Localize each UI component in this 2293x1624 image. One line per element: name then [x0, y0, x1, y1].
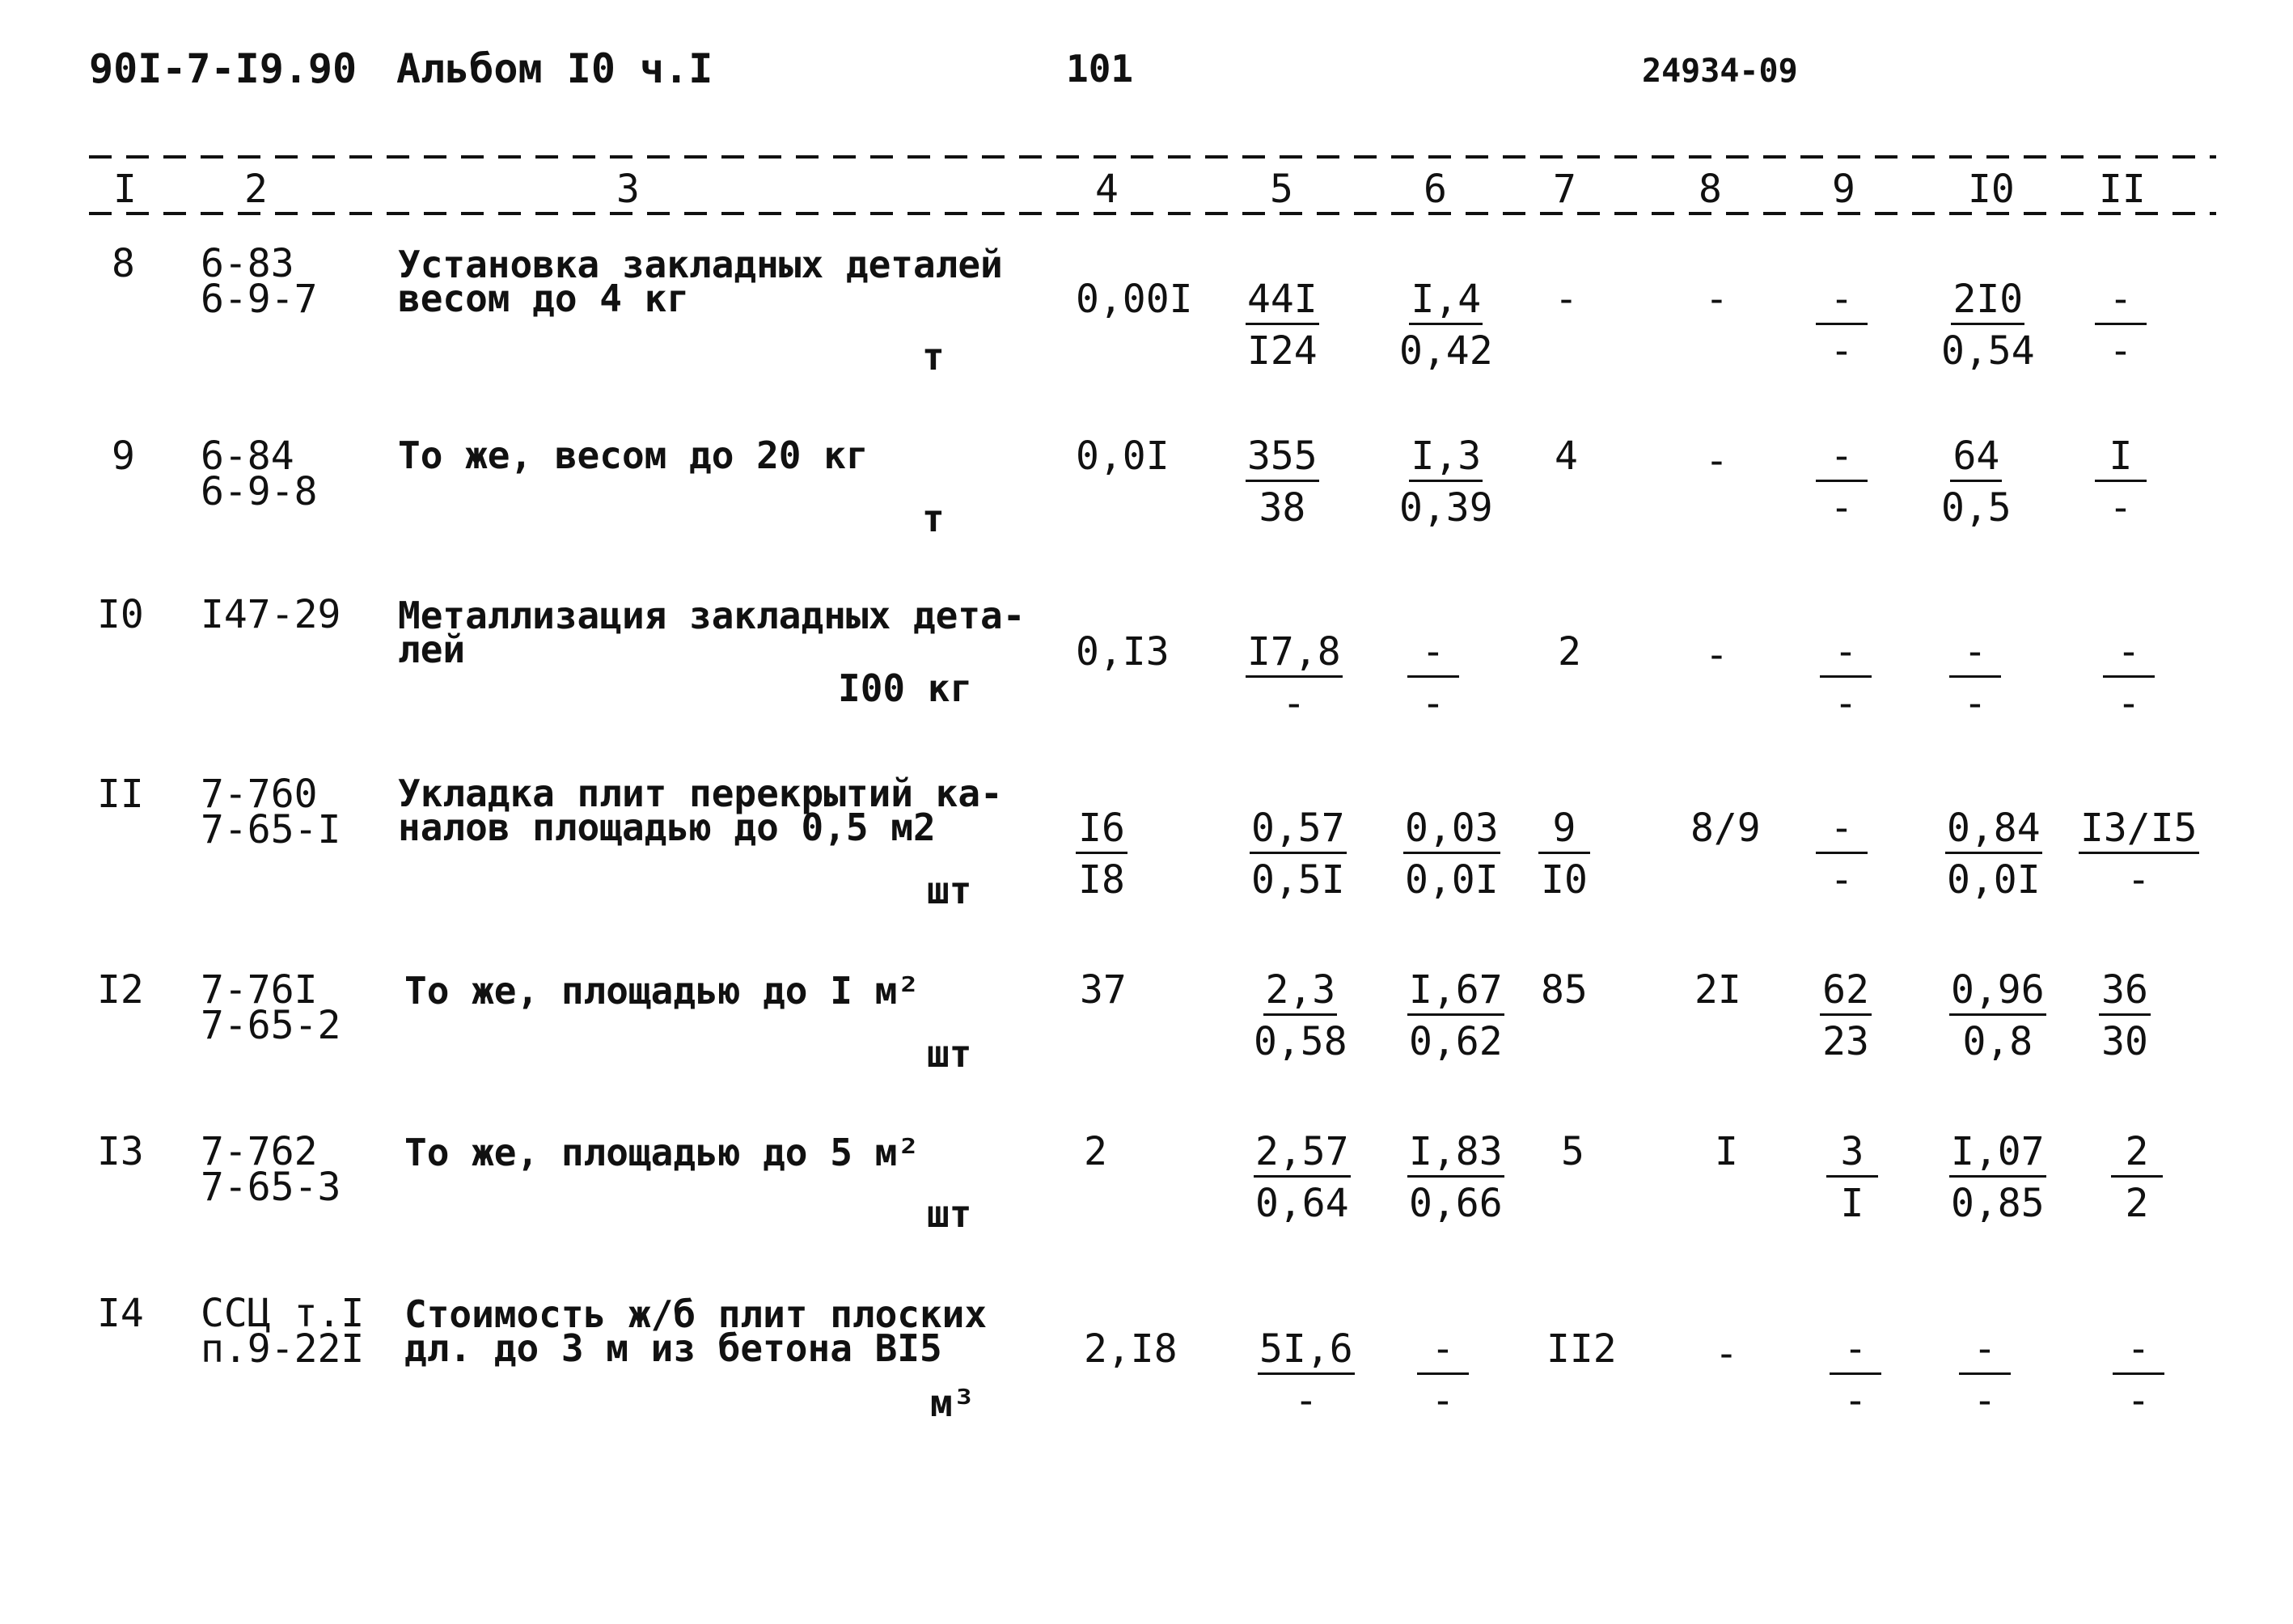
value-col-5-numerator: 2,57: [1254, 1132, 1351, 1178]
value-col-5-numerator: 44I: [1246, 280, 1319, 325]
unit-of-measure: шт: [927, 1192, 972, 1236]
value-col-10-numerator: 0,96: [1949, 971, 2046, 1016]
value-col-10-denominator: 0,54: [1941, 328, 2035, 374]
value-col-7: 2: [1558, 629, 1581, 675]
value-col-7: -: [1555, 277, 1578, 322]
rate-code: ССЦ т.I: [201, 1291, 365, 1336]
value-col-9-denominator: 23: [1822, 1019, 1869, 1064]
unit-of-measure: шт: [927, 1032, 972, 1076]
value-col-6-numerator: I,83: [1407, 1132, 1504, 1178]
value-col-6-denominator: 0,66: [1409, 1181, 1503, 1226]
value-col-8: -: [1705, 632, 1728, 678]
value-col-5-denominator: 0,58: [1254, 1019, 1347, 1064]
value-col-7: [1538, 806, 1590, 903]
row-number: I2: [97, 967, 144, 1013]
row-number: I0: [97, 592, 144, 637]
value-col-6: [1403, 806, 1500, 903]
value-col-10-denominator: 0,8: [1962, 1019, 2033, 1064]
value-col-5-denominator: 0,5I: [1251, 857, 1345, 903]
rate-code: 7-762: [201, 1129, 318, 1174]
value-col-5: [1246, 277, 1319, 374]
value-col-11-denominator: -: [2117, 681, 2141, 726]
value-col-8: -: [1705, 277, 1728, 322]
value-col-9-numerator: -: [1820, 632, 1872, 678]
value-col-6-denominator: -: [1431, 1378, 1455, 1423]
value-col-11-denominator: -: [2126, 857, 2151, 903]
row-number: 8: [112, 241, 135, 286]
value-col-9-denominator: -: [1830, 328, 1854, 374]
header-rule-bottom: [89, 212, 2216, 215]
value-col-7-denominator: I0: [1541, 857, 1588, 903]
value-col-10-denominator: 0,5: [1941, 485, 2012, 531]
unit-of-measure: т: [922, 335, 945, 379]
value-col-10-numerator: -: [1959, 1330, 2011, 1375]
value-col-8: 8/9: [1690, 806, 1761, 851]
column-header-6: 6: [1424, 167, 1447, 212]
value-col-6-numerator: I,67: [1407, 971, 1504, 1016]
rate-code-secondary: п.9-22I: [201, 1326, 365, 1372]
work-description: То же, площадью до I м²: [404, 969, 920, 1013]
value-col-8: 2I: [1694, 967, 1741, 1013]
value-col-5-numerator: 2,3: [1263, 971, 1337, 1016]
value-col-5-numerator: 355: [1246, 437, 1319, 482]
rate-code: 7-76I: [201, 967, 318, 1013]
value-col-11-numerator: 36: [2099, 971, 2151, 1016]
value-col-5-denominator: 38: [1259, 485, 1306, 531]
value-col-9-denominator: -: [1834, 681, 1858, 726]
value-col-6: [1407, 1129, 1504, 1226]
work-description: Укладка плит перекрытий ка- налов площадью до 0,5 м2: [398, 772, 1003, 849]
unit-of-measure: м³: [930, 1381, 975, 1425]
value-col-10-numerator: 2I0: [1951, 280, 2024, 325]
value-col-6-denominator: 0,0I: [1405, 857, 1499, 903]
value-col-5: [1246, 433, 1319, 531]
value-col-6: [1407, 629, 1459, 726]
unit-of-measure: I00 кг: [838, 666, 973, 710]
value-col-8: -: [1705, 438, 1728, 484]
quantity: 37: [1080, 967, 1127, 1013]
value-col-11-denominator: 30: [2101, 1019, 2148, 1064]
value-col-11-numerator: 2: [2111, 1132, 2163, 1178]
value-col-11-numerator: -: [2095, 280, 2147, 325]
value-col-10: [1945, 806, 2042, 903]
value-col-10-denominator: -: [1963, 681, 1987, 726]
value-col-6-numerator: -: [1407, 632, 1459, 678]
value-col-5-numerator: 5I,6: [1258, 1330, 1355, 1375]
value-col-10: [1949, 967, 2046, 1064]
header-rule-top: [89, 155, 2216, 159]
value-col-6-denominator: 0,62: [1409, 1019, 1503, 1064]
column-header-5: 5: [1270, 167, 1293, 212]
quantity-numerator: I6: [1076, 809, 1127, 854]
value-col-11-numerator: I: [2095, 437, 2147, 482]
column-header-3: 3: [616, 167, 640, 212]
value-col-11: [2095, 433, 2147, 531]
value-col-10-denominator: 0,0I: [1947, 857, 2041, 903]
value-col-7: 5: [1561, 1129, 1584, 1174]
row-number: II: [97, 772, 144, 817]
value-col-11-numerator: -: [2103, 632, 2155, 678]
value-col-9-numerator: -: [1816, 809, 1868, 854]
value-col-10: [1949, 1129, 2046, 1226]
value-col-10-denominator: 0,85: [1951, 1181, 2045, 1226]
column-header-9: 9: [1832, 167, 1855, 212]
value-col-11: [2099, 967, 2151, 1064]
work-description: То же, площадью до 5 м²: [404, 1131, 920, 1174]
value-col-9: [1816, 806, 1868, 903]
value-col-5-denominator: I24: [1247, 328, 1318, 374]
quantity: 0,00I: [1076, 277, 1193, 322]
value-col-11: [2113, 1326, 2164, 1423]
work-description: Стоимость ж/б плит плоских дл. до 3 м из бетона BI5: [404, 1292, 988, 1370]
rate-code-secondary: 7-65-3: [201, 1165, 341, 1210]
quantity: 2,I8: [1084, 1326, 1178, 1372]
value-col-5: [1254, 1129, 1351, 1226]
value-col-10: [1941, 433, 2012, 531]
rate-code-secondary: 7-65-2: [201, 1003, 341, 1048]
value-col-10: [1941, 277, 2035, 374]
rate-code: 7-760: [201, 772, 318, 817]
value-col-6-denominator: 0,39: [1399, 485, 1493, 531]
value-col-9-numerator: -: [1816, 437, 1868, 482]
value-col-10-numerator: 0,84: [1945, 809, 2042, 854]
value-col-6-denominator: 0,42: [1399, 328, 1493, 374]
value-col-6: [1399, 433, 1493, 531]
work-description: Металлизация закладных дета- лей: [398, 594, 1026, 671]
value-col-5: [1254, 967, 1347, 1064]
value-col-7-numerator: 9: [1538, 809, 1590, 854]
value-col-10: [1959, 1326, 2011, 1423]
value-col-10-numerator: 64: [1950, 437, 2002, 482]
value-col-6-numerator: -: [1417, 1330, 1469, 1375]
row-number: I4: [97, 1291, 144, 1336]
value-col-9: [1816, 433, 1868, 531]
value-col-8: I: [1715, 1129, 1738, 1174]
value-col-10-numerator: I,07: [1949, 1132, 2046, 1178]
column-header-7: 7: [1553, 167, 1576, 212]
column-header-4: 4: [1095, 167, 1119, 212]
value-col-9-numerator: 3: [1826, 1132, 1878, 1178]
value-col-5-denominator: 0,64: [1255, 1181, 1349, 1226]
quantity: [1076, 806, 1127, 903]
value-col-11-denominator: -: [2109, 328, 2133, 374]
value-col-6-denominator: -: [1421, 681, 1445, 726]
value-col-5: [1250, 806, 1347, 903]
value-col-6-numerator: I,4: [1409, 280, 1483, 325]
document-code: 90I-7-I9.90: [89, 45, 357, 92]
value-col-9-denominator: I: [1840, 1181, 1864, 1226]
rate-code-secondary: 6-9-8: [201, 469, 318, 514]
value-col-9-numerator: -: [1830, 1330, 1881, 1375]
value-col-9-denominator: -: [1830, 857, 1854, 903]
page-number: 101: [1066, 47, 1134, 91]
rate-code-secondary: 6-9-7: [201, 277, 318, 322]
work-description: Установка закладных деталей весом до 4 кг: [398, 243, 1003, 320]
rate-code: I47-29: [201, 592, 341, 637]
quantity: 0,0I: [1076, 433, 1170, 479]
value-col-11: [2079, 806, 2199, 903]
value-col-9: [1830, 1326, 1881, 1423]
value-col-11-numerator: I3/I5: [2079, 809, 2199, 854]
value-col-5: [1246, 629, 1343, 726]
value-col-5: [1258, 1326, 1355, 1423]
value-col-9-numerator: -: [1816, 280, 1868, 325]
value-col-6: [1417, 1326, 1469, 1423]
value-col-9-denominator: -: [1830, 485, 1854, 531]
column-header-8: 8: [1699, 167, 1722, 212]
value-col-6: [1407, 967, 1504, 1064]
value-col-11-denominator: 2: [2125, 1181, 2149, 1226]
row-number: 9: [112, 433, 135, 479]
album-label: Альбом I0 ч.I: [396, 45, 713, 92]
column-header-1: I: [113, 167, 137, 212]
value-col-5-numerator: I7,8: [1246, 632, 1343, 678]
value-col-9-denominator: -: [1843, 1378, 1868, 1423]
unit-of-measure: т: [922, 497, 945, 540]
column-header-11: II: [2099, 167, 2146, 212]
value-col-11: [2095, 277, 2147, 374]
column-header-10: I0: [1968, 167, 2015, 212]
value-col-9: [1826, 1129, 1878, 1226]
value-col-11-denominator: -: [2109, 485, 2133, 531]
value-col-11: [2111, 1129, 2163, 1226]
value-col-7: II2: [1546, 1326, 1617, 1372]
value-col-6-numerator: I,3: [1409, 437, 1483, 482]
value-col-6: [1399, 277, 1493, 374]
value-col-8: -: [1715, 1331, 1738, 1377]
quantity: 2: [1084, 1129, 1107, 1174]
value-col-11: [2103, 629, 2155, 726]
value-col-5-numerator: 0,57: [1250, 809, 1347, 854]
quantity: 0,I3: [1076, 629, 1170, 675]
rate-code: 6-84: [201, 433, 294, 479]
value-col-11-denominator: -: [2126, 1378, 2151, 1423]
value-col-9: [1816, 277, 1868, 374]
rate-code: 6-83: [201, 241, 294, 286]
inventory-number: 24934-09: [1642, 53, 1798, 90]
value-col-9: [1820, 629, 1872, 726]
row-number: I3: [97, 1129, 144, 1174]
value-col-7: 4: [1555, 433, 1578, 479]
column-header-2: 2: [244, 167, 268, 212]
value-col-11-numerator: -: [2113, 1330, 2164, 1375]
value-col-5-denominator: -: [1282, 681, 1306, 726]
value-col-10-denominator: -: [1973, 1378, 1997, 1423]
value-col-9-numerator: 62: [1820, 971, 1872, 1016]
rate-code-secondary: 7-65-I: [201, 807, 341, 852]
value-col-10-numerator: -: [1949, 632, 2001, 678]
work-description: То же, весом до 20 кг: [398, 433, 869, 477]
value-col-10: [1949, 629, 2001, 726]
value-col-6-numerator: 0,03: [1403, 809, 1500, 854]
unit-of-measure: шт: [927, 869, 972, 912]
value-col-7: 85: [1541, 967, 1588, 1013]
value-col-5-denominator: -: [1294, 1378, 1318, 1423]
value-col-9: [1820, 967, 1872, 1064]
quantity-denominator: I8: [1078, 857, 1125, 903]
